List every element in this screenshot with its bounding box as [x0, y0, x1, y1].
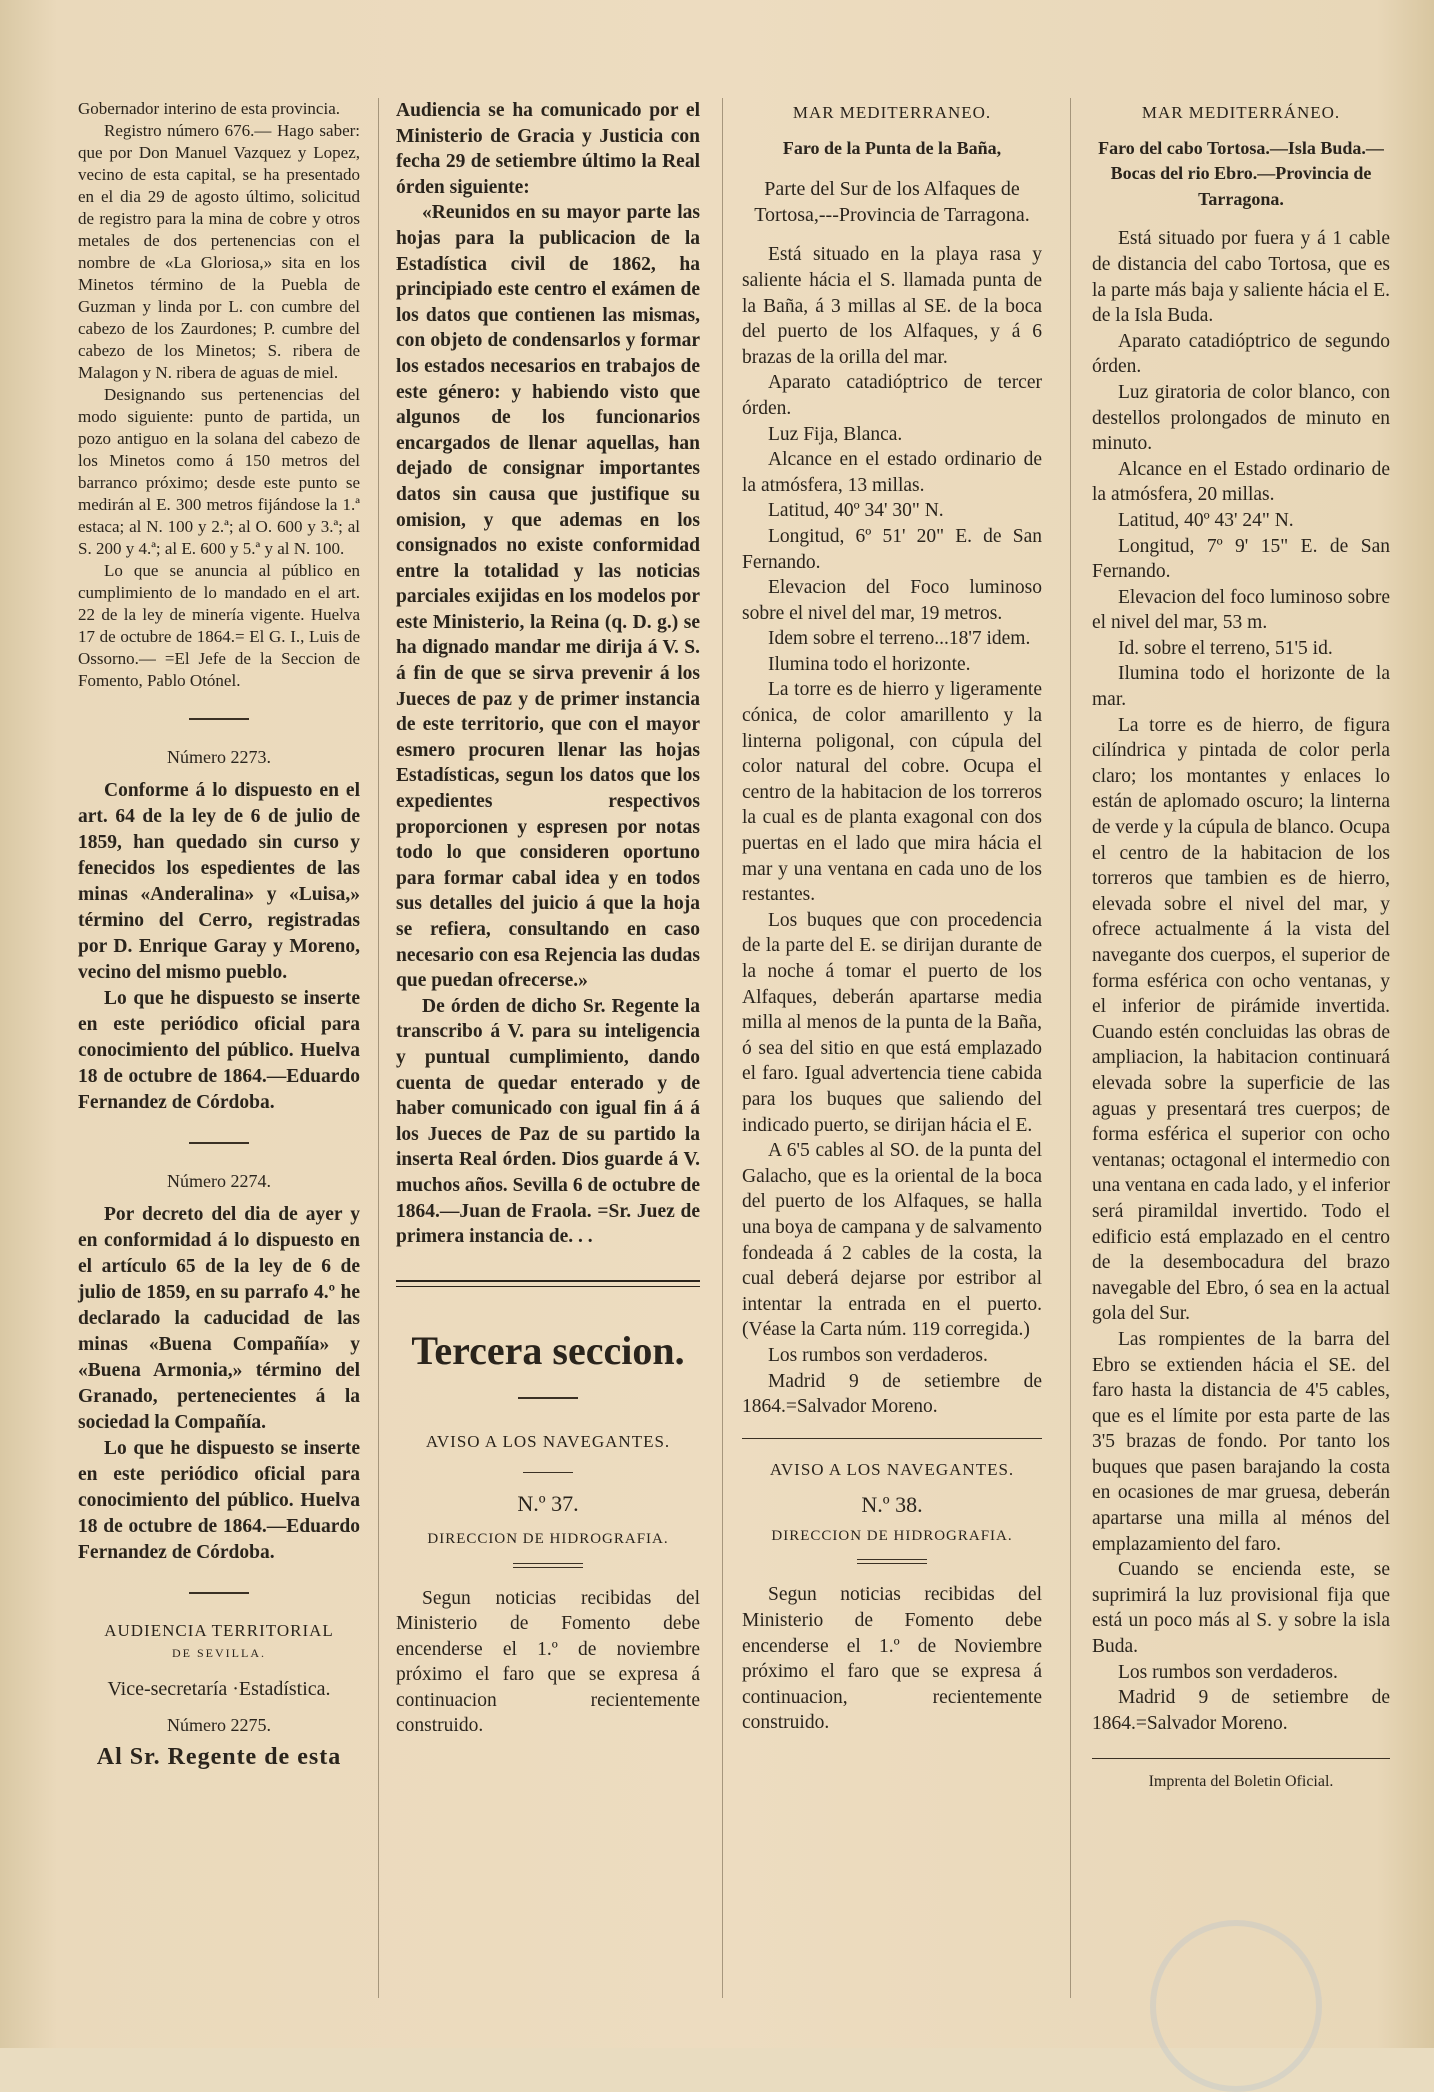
paragraph: Los rumbos son verdaderos. [768, 1344, 988, 1366]
divider [523, 1472, 573, 1473]
heading: AUDIENCIA TERRITORIAL [104, 1621, 334, 1640]
paragraph: La torre es de hierro, de figura cilíndrica y pintada de color perla claro; los montantes y enlaces lo están de aplomado oscuro; la linterna de verde y la cúpula de blanco. Ocupa el centro de la habitacion de los torreros que tambien es de hierro, elevada sobre el nivel del mar, y ofrece actualmente á la vista del navegante dos cuerpos, el superior de forma esférica con ocho ventanas, y el inferior de pirámide invertida. Cuando estén concluidas las obras de ampliacion, la habitacion continuará elevada sobre la superficie de las aguas y presentará tres cuerpos; de forma esférica el superior con ocho ventanas; octagonal el intermedio con una ventana en cada lado, y el inferior será piramildal invertido. Todo el edificio está emplazado en el centro de la desembocadura del brazo navegable del Ebro, ó sea en la actual gola del Sur. [1092, 714, 1390, 1325]
heading: MAR MEDITERRANEO. [792, 103, 992, 122]
heading: AVISO A LOS NAVEGANTES. [425, 1431, 671, 1451]
paragraph: Aparato catadióptrico de tercer órden. [742, 372, 1042, 419]
paragraph: Alcance en el Estado ordinario de la atmósfera, 20 millas. [1092, 458, 1390, 506]
paragraph: Luz giratoria de color blanco, con destellos prolongados de minuto en minuto. [1092, 381, 1390, 455]
paragraph: Designando sus pertenencias del modo siguiente: punto de partida, un pozo antiguo en la solana del cabezo de los Minetos como á 150 metros del barranco próximo; desde este punto se medirán al E. 300 metros fijándose la 1.ª estaca; al N. 100 y 2.ª; al O. 600 y 3.ª; al S. 200 y 4.ª; al E. 600 y 5.ª y al N. 100. [78, 385, 360, 558]
paragraph: Madrid 9 de setiembre de 1864.=Salvador Moreno. [742, 1370, 1042, 1418]
paragraph: Los buques que con procedencia de la parte del E. se dirijan durante de la noche á tomar el puerto de los Alfaques, deberán apartarse media milla al menos de la punta de la Baña, ó sea del sitio en que está emplazado el faro. Igual advertencia tiene cabida para los buques que saliendo del indicado puerto, se dirijan hácia el E. [742, 909, 1042, 1136]
paragraph: Registro número 676.— Hago saber: que por Don Manuel Vazquez y Lopez, vecino de esta capital, se ha presentado en el dia 29 de agosto último, solicitud de registro para la mina de cobre y otros metales de dos pertenencias con el nombre de «La Gloriosa,» sita en los Minetos término de la Puebla de Guzman y linda por L. con cumbre del cabezo de los Zaurdones; P. cumbre del cabezo de los Minetos; S. ribera de Malagon y N. ribera de aguas de miel. [78, 121, 360, 382]
paragraph: La torre es de hierro y ligeramente cónica, de color amarillento y la linterna poligonal, con cúpula del color natural del cobre. Ocupa el centro de la habitacion de los torreros la cual es de planta exagonal con dos puertas en el lado que mira hácia el mar y una ventana en cada uno de los restantes. [742, 679, 1042, 906]
notice-number: N.º 37. [517, 1491, 579, 1517]
subheading: Parte del Sur de los Alfaques de Tortosa,---Provincia de Tarragona. [754, 178, 1030, 226]
paragraph: Longitud, 6º 51' 20" E. de San Fernando. [742, 525, 1042, 573]
paragraph: Elevacion del Foco luminoso sobre el nivel del mar, 19 metros. [742, 577, 1042, 624]
section-number: Número 2274. [167, 1171, 271, 1191]
paragraph: Id. sobre el terreno, 51'5 id. [1118, 637, 1333, 659]
paragraph: Latitud, 40º 43' 24" N. [1118, 509, 1294, 531]
divider [518, 1397, 578, 1399]
paragraph: Alcance en el estado ordinario de la atmósfera, 13 millas. [742, 449, 1042, 496]
heading: DIRECCION DE HIDROGRAFIA. [427, 1530, 669, 1547]
subheading: Faro del cabo Tortosa.—Isla Buda.—Bocas del rio Ebro.—Provincia de Tarragona. [1098, 137, 1384, 209]
column-rule [722, 98, 723, 1998]
paragraph: Elevacion del foco luminoso sobre el nivel del mar, 53 m. [1092, 586, 1390, 634]
paragraph: A 6'5 cables al SO. de la punta del Galacho, que es la oriental de la boca del puerto de los Alfaques, se halla una boya de campana y de salvamento fondeada á 2 cables de la costa, la cual deberá dejarse por estribor al intentar la entrada en el puerto. (Véase la Carta núm. 119 corregida.) [742, 1140, 1042, 1341]
divider [189, 1142, 249, 1144]
paragraph: Longitud, 7º 9' 15" E. de San Fernando. [1092, 535, 1390, 583]
paragraph: Conforme á lo dispuesto en el art. 64 de la ley de 6 de julio de 1859, han quedado sin curso y fenecidos los espedientes de las minas «Anderalina» y «Luisa,» término del Cerro, registradas por D. Enrique Garay y Moreno, vecino del mismo pueblo. [78, 780, 360, 983]
library-stamp [1150, 1920, 1322, 2092]
paragraph: Segun noticias recibidas del Ministerio de Fomento debe encenderse el 1.º de Noviembre próximo el faro que se expresa á continuacion, recientemente construido. [742, 1584, 1042, 1734]
column-3 [742, 98, 1042, 1736]
section-number: Número 2275. [167, 1715, 271, 1735]
divider [396, 1280, 700, 1287]
column-rule [378, 98, 379, 1998]
paragraph: Ilumina todo el horizonte. [768, 653, 971, 675]
notice-number: N.º 38. [861, 1492, 923, 1518]
heading: AVISO A LOS NAVEGANTES. [769, 1459, 1015, 1479]
divider [189, 1592, 249, 1594]
paragraph: Aparato catadióptrico de segundo órden. [1092, 330, 1390, 378]
paragraph: Los rumbos son verdaderos. [1118, 1661, 1338, 1683]
paragraph: Ilumina todo el horizonte de la mar. [1092, 663, 1390, 711]
divider [1092, 1758, 1390, 1759]
paragraph: Audiencia se ha comunicado por el Ministerio de Gracia y Justicia con fecha 29 de setiembre último la Real órden siguiente: [396, 100, 700, 198]
paragraph: Gobernador interino de esta provincia. [78, 99, 340, 118]
paragraph: Está situado por fuera y á 1 cable de distancia del cabo Tortosa, que es la parte más baja y saliente hácia el E. de la Isla Buda. [1092, 228, 1390, 327]
paragraph: Por decreto del dia de ayer y en conformidad á lo dispuesto en el artículo 65 de la ley de 6 de julio de 1859, en su parrafo 4.º he declarado la caducidad de las minas «Buena Compañía» y «Buena Armonia,» término del Granado, pertenecientes á la sociedad la Compañía. [78, 1204, 360, 1433]
paragraph: Al Sr. Regente de esta [96, 1744, 342, 1770]
paragraph: De órden de dicho Sr. Regente la transcribo á V. para su inteligencia y puntual cumplimiento, dando cuenta de quedar enterado y de haber comunicado con igual fin á á los Jueces de Paz de su partido la inserta Real órden. Dios guarde á V. muchos años. Sevilla 6 de octubre de 1864.—Juan de Fraola. =Sr. Juez de primera instancia de. . . [396, 995, 700, 1248]
paragraph: Madrid 9 de setiembre de 1864.=Salvador Moreno. [1092, 1687, 1390, 1734]
heading: Vice-secretaría ·Estadística. [107, 1678, 331, 1700]
paragraph: Lo que he dispuesto se inserte en este periódico oficial para conocimiento del público. Huelva 18 de octubre de 1864.—Eduardo Fernandez de Córdoba. [78, 1438, 360, 1563]
paragraph: Latitud, 40º 34' 30" N. [768, 500, 944, 522]
section-number: Número 2273. [167, 747, 271, 767]
paragraph: Lo que se anuncia al público en cumplimiento de lo mandado en el art. 22 de la ley de minería vigente. Huelva 17 de octubre de 1864.= El G. I., Luis de Ossorno.— =El Jefe de la Seccion de Fomento, Pablo Otónel. [78, 561, 360, 690]
paragraph: Está situado en la playa rasa y saliente hácia el S. llamada punta de la Baña, á 3 millas al SE. de la boca del puerto de los Alfaques, y á 6 brazas de la orilla del mar. [742, 244, 1042, 368]
paragraph: Luz Fija, Blanca. [768, 423, 903, 445]
column-1 [78, 98, 360, 1768]
divider [742, 1438, 1042, 1439]
subheading: Faro de la Punta de la Baña, [782, 137, 1002, 158]
section-title: Tercera seccion. [411, 1327, 685, 1373]
paragraph: Idem sobre el terreno...18'7 idem. [768, 628, 1031, 650]
heading: DIRECCION DE HIDROGRAFIA. [771, 1527, 1013, 1544]
paragraph: Cuando se encienda este, se suprimirá la luz provisional fija que está un poco más al S. y sobre la isla Buda. [1092, 1559, 1390, 1658]
imprint: Imprenta del Boletin Oficial. [1148, 1773, 1334, 1791]
heading: MAR MEDITERRÁNEO. [1141, 103, 1341, 122]
subheading: DE SEVILLA. [172, 1646, 266, 1660]
column-2 [396, 98, 700, 1739]
divider [857, 1559, 927, 1564]
paragraph: Las rompientes de la barra del Ebro se extienden hácia el SE. del faro hasta la distancia de 4'5 cables, que es el límite por esta parte de las 3'5 brazas de fondo. Por tanto los buques que pasen barajando la costa en ocasiones de mar gruesa, deberán apartarse una milla al ménos del emplazamiento del faro. [1092, 1328, 1390, 1555]
paragraph: Lo que he dispuesto se inserte en este periódico oficial para conocimiento del público. Huelva 18 de octubre de 1864.—Eduardo Fernandez de Córdoba. [78, 988, 360, 1113]
paragraph: Segun noticias recibidas del Ministerio de Fomento debe encenderse el 1.º de noviembre próximo el faro que se expresa á continuacion recientemente construido. [396, 1587, 700, 1737]
column-rule [1070, 98, 1071, 1998]
divider [189, 718, 249, 720]
column-4 [1092, 98, 1390, 1795]
paragraph: «Reunidos en su mayor parte las hojas para la publicacion de la Estadística civil de 1862, ha principiado este centro el exámen de los datos que contienen las mismas, con objeto de condensarlos y formar los estados necesarios en trabajos de este género: y habiendo visto que algunos de los funcionarios encargados de llenar aquellas, han dejado de consignar importantes datos sin causa que justifique su omision, y que ademas en los consignados no existe conformidad entre la totalidad y las noticias parciales exijidas en los modelos por este Ministerio, la Reina (q. D. g.) se ha dignado mandar me dirija á V. S. á fin de que se sirva prevenir á los Jueces de paz y de primer instancia de este territorio, que con el mayor esmero procuren llenar las hojas Estadísticas, segun los datos que los expedientes respectivos proporcionen y espresen por notas todo lo que consideren oportuno para formar cabal idea y en todos sus detalles del juicio á que la hoja se refiera, consultando en caso necesario con esa Rejencia las dudas que puedan ofrecerse.» [396, 202, 700, 992]
divider [513, 1563, 583, 1568]
